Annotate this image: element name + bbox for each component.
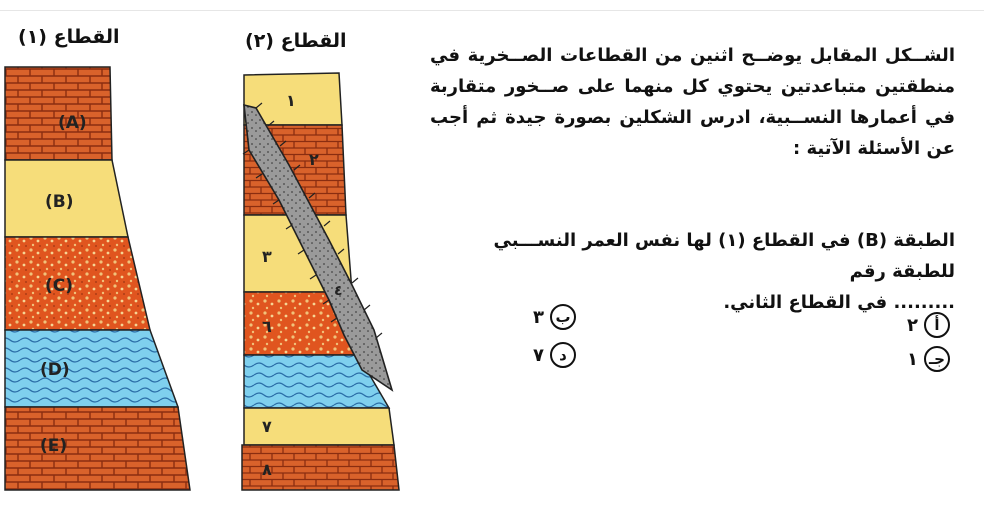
option-c-value: ١ (907, 348, 918, 370)
intro-lead: الشــكل المقابل (809, 45, 955, 66)
layer-7-label: ٧ (262, 417, 272, 436)
layer-8-label: ٨ (262, 460, 272, 479)
question-line-1: الطبقة (B) في القطاع (١) لها نفس العمر النســـبي للطبقة رقم (493, 230, 955, 282)
section-2-title: القطاع (٢) (245, 30, 347, 52)
intro-rest: يوضــح اثنين من القطاعات الصــخرية في منطقتين متباعدتين يحتوي كل منهما على صــخور متقاربة في أعمارها النســبية، ادرس الشكلين بصورة جيدة ثم أجب عن الأسئلة الآتية : (430, 45, 955, 159)
layer-2-label: ٢ (309, 150, 319, 169)
option-a-value: ٢ (907, 314, 918, 336)
layer-6-label: ٦ (262, 317, 272, 336)
layer-a-label: (A) (58, 113, 87, 133)
intro-paragraph (430, 40, 955, 164)
option-a[interactable] (907, 312, 950, 338)
option-c-mark: جـ (924, 346, 950, 372)
layer-3-label: ٣ (262, 247, 272, 266)
layer-4-label: ٤ (334, 283, 343, 299)
top-divider (0, 10, 984, 11)
question-text (430, 225, 955, 318)
option-c[interactable] (907, 346, 950, 372)
section-1-diagram (0, 55, 200, 495)
option-d-mark: د (550, 342, 576, 368)
section-2-diagram (234, 70, 409, 495)
option-d-value: ٧ (533, 344, 544, 366)
section-1-title: القطاع (١) (18, 26, 120, 48)
layer-1-label: ١ (286, 91, 296, 110)
layer-e (5, 407, 190, 490)
option-b-value: ٣ (533, 306, 544, 328)
layer-b-label: (B) (45, 192, 74, 212)
layer-c-label: (C) (45, 276, 74, 296)
option-a-mark: أ (924, 312, 950, 338)
question-line-2: ......... في القطاع الثاني. (723, 292, 955, 313)
layer-c (5, 237, 150, 330)
option-d[interactable] (533, 342, 576, 368)
layer-d (5, 330, 178, 407)
layer-d-label: (D) (40, 360, 70, 380)
layer-e-label: (E) (40, 436, 68, 456)
option-b-mark: ب (550, 304, 576, 330)
option-b[interactable] (533, 304, 576, 330)
